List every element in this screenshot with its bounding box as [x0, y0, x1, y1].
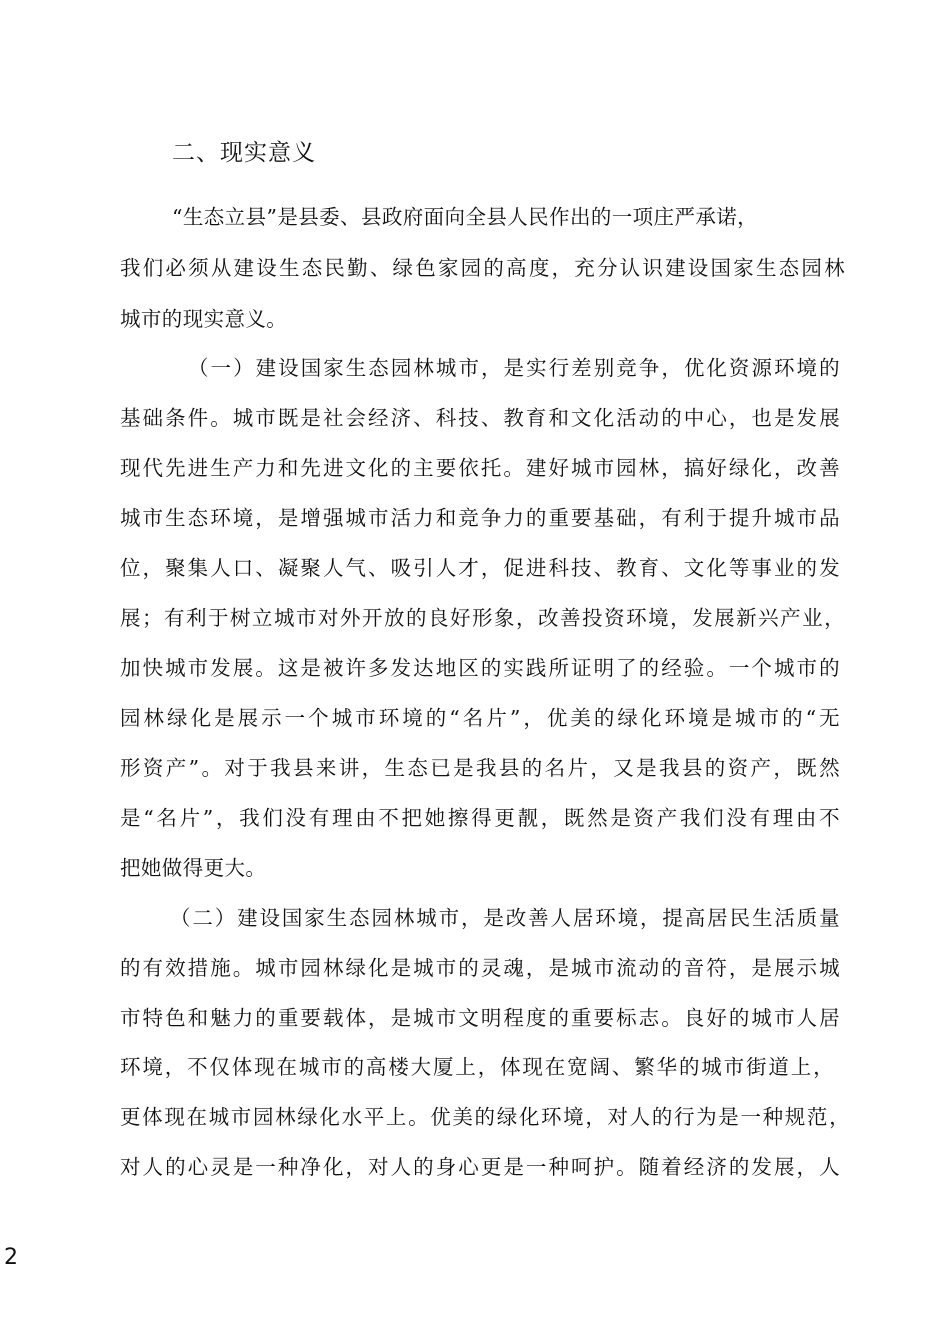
paragraph-3-line-2: 的有效措施。城市园林绿化是城市的灵魂，是城市流动的音符，是展示城 [120, 956, 840, 980]
page-number: 2 [4, 1245, 18, 1270]
paragraph-2-line-3: 现代先进生产力和先进文化的主要依托。建好城市园林，搞好绿化，改善 [120, 456, 840, 480]
paragraph-3-line-5: 更体现在城市园林绿化水平上。优美的绿化环境，对人的行为是一种规范， [120, 1105, 850, 1129]
paragraph-1-line-2: 我们必须从建设生态民勤、绿色家园的高度，充分认识建设国家生态园林 [120, 256, 845, 280]
paragraph-2-line-8: 园林绿化是展示一个城市环境的“名片”，优美的绿化环境是城市的“无 [120, 706, 840, 730]
paragraph-2-line-5: 位，聚集人口、凝聚人气、吸引人才，促进科技、教育、文化等事业的发 [120, 556, 840, 580]
paragraph-3-line-1: （二）建设国家生态园林城市，是改善人居环境，提高居民生活质量 [170, 906, 840, 930]
paragraph-2-line-11: 把她做得更大。 [120, 856, 267, 880]
paragraph-2-line-4: 城市生态环境，是增强城市活力和竞争力的重要基础，有利于提升城市品 [120, 506, 840, 530]
paragraph-2-line-10: 是“名片”，我们没有理由不把她擦得更靓，既然是资产我们没有理由不 [120, 806, 840, 830]
paragraph-2-line-7: 加快城市发展。这是被许多发达地区的实践所证明了的经验。一个城市的 [120, 656, 840, 680]
paragraph-3-line-4: 环境，不仅体现在城市的高楼大厦上，体现在宽阔、繁华的城市街道上， [120, 1055, 834, 1079]
paragraph-2-line-6: 展；有利于树立城市对外开放的良好形象，改善投资环境，发展新兴产业， [120, 606, 845, 630]
paragraph-3-line-6: 对人的心灵是一种净化，对人的身心更是一种呵护。随着经济的发展，人 [120, 1155, 840, 1179]
paragraph-3-line-3: 市特色和魅力的重要载体，是城市文明程度的重要标志。良好的城市人居 [120, 1006, 840, 1030]
paragraph-1-line-1: “生态立县”是县委、县政府面向全县人民作出的一项庄严承诺， [172, 205, 759, 229]
section-heading: 二、现实意义 [172, 140, 316, 166]
paragraph-1-line-3: 城市的现实意义。 [120, 307, 288, 331]
paragraph-2-line-9: 形资产”。对于我县来讲，生态已是我县的名片，又是我县的资产，既然 [120, 756, 840, 780]
paragraph-2-line-1: （一）建设国家生态园林城市，是实行差别竞争，优化资源环境的 [188, 356, 840, 380]
paragraph-2-line-2: 基础条件。城市既是社会经济、科技、教育和文化活动的中心，也是发展 [120, 406, 840, 430]
